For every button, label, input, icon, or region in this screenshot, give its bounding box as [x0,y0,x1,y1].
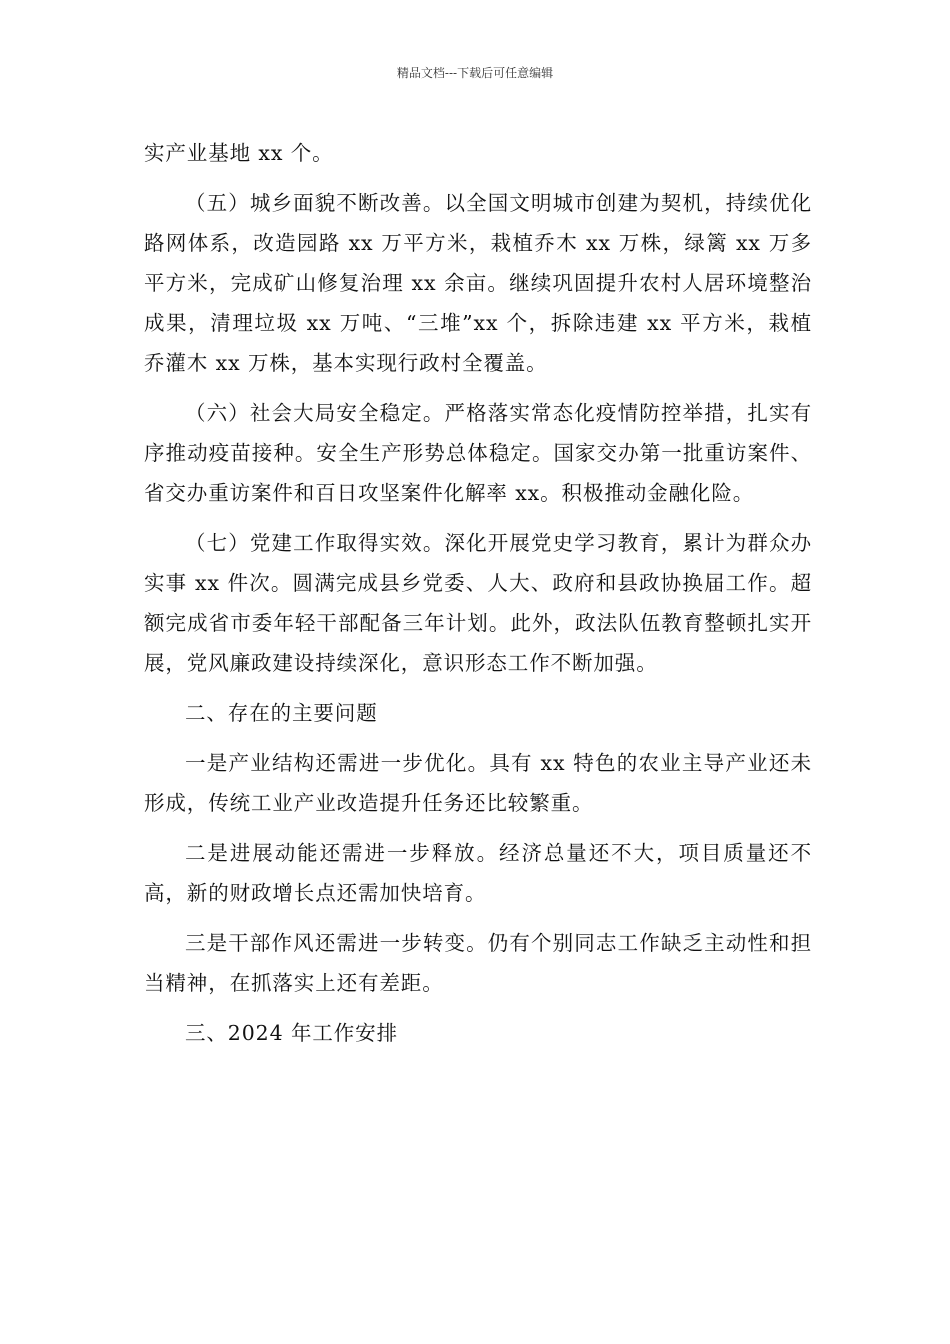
section-heading-2024-plan: 三、2024 年工作安排 [185,1021,398,1045]
page-header: 精品文档---下载后可任意编辑 [396,66,554,80]
paragraph-social-stability: （六）社会大局安全稳定。严格落实常态化疫情防控举措，扎实有序推动疫苗接种。安全生产形势总体稳定。国家交办第一批重访案件、省交办重访案件和百日攻坚案件化解率 xx。积极推动金融化险。 [144,401,812,505]
paragraph-party-building: （七）党建工作取得实效。深化开展党史学习教育，累计为群众办实事 xx 件次。圆满完成县乡党委、人大、政府和县政协换届工作。超额完成省市委年轻干部配备三年计划。此外，政法队伍教育整顿扎实开展，党风廉政建设持续深化，意识形态工作不断加强。 [144,531,812,675]
section-heading-problems: 二、存在的主要问题 [185,701,378,725]
paragraph-continuation: 实产业基地 xx 个。 [144,141,334,165]
paragraph-urban-rural: （五）城乡面貌不断改善。以全国文明城市创建为契机，持续优化路网体系，改造园路 xx 万平方米，栽植乔木 xx 万株，绿篱 xx 万多平方米，完成矿山修复治理 xx 余亩。继续巩固提升农村人居环境整治成果，清理垃圾 xx 万吨、“三堆”xx 个，拆除违建 xx 平方米，栽植乔灌木 xx 万株，基本实现行政村全覆盖。 [144,191,812,375]
paragraph-problem-2: 二是进展动能还需进一步释放。经济总量还不大，项目质量还不高，新的财政增长点还需加快培育。 [144,841,812,905]
paragraph-problem-1: 一是产业结构还需进一步优化。具有 xx 特色的农业主导产业还未形成，传统工业产业改造提升任务还比较繁重。 [144,751,812,815]
document-body [144,133,812,1063]
paragraph-problem-3: 三是干部作风还需进一步转变。仍有个别同志工作缺乏主动性和担当精神，在抓落实上还有差距。 [144,931,812,995]
